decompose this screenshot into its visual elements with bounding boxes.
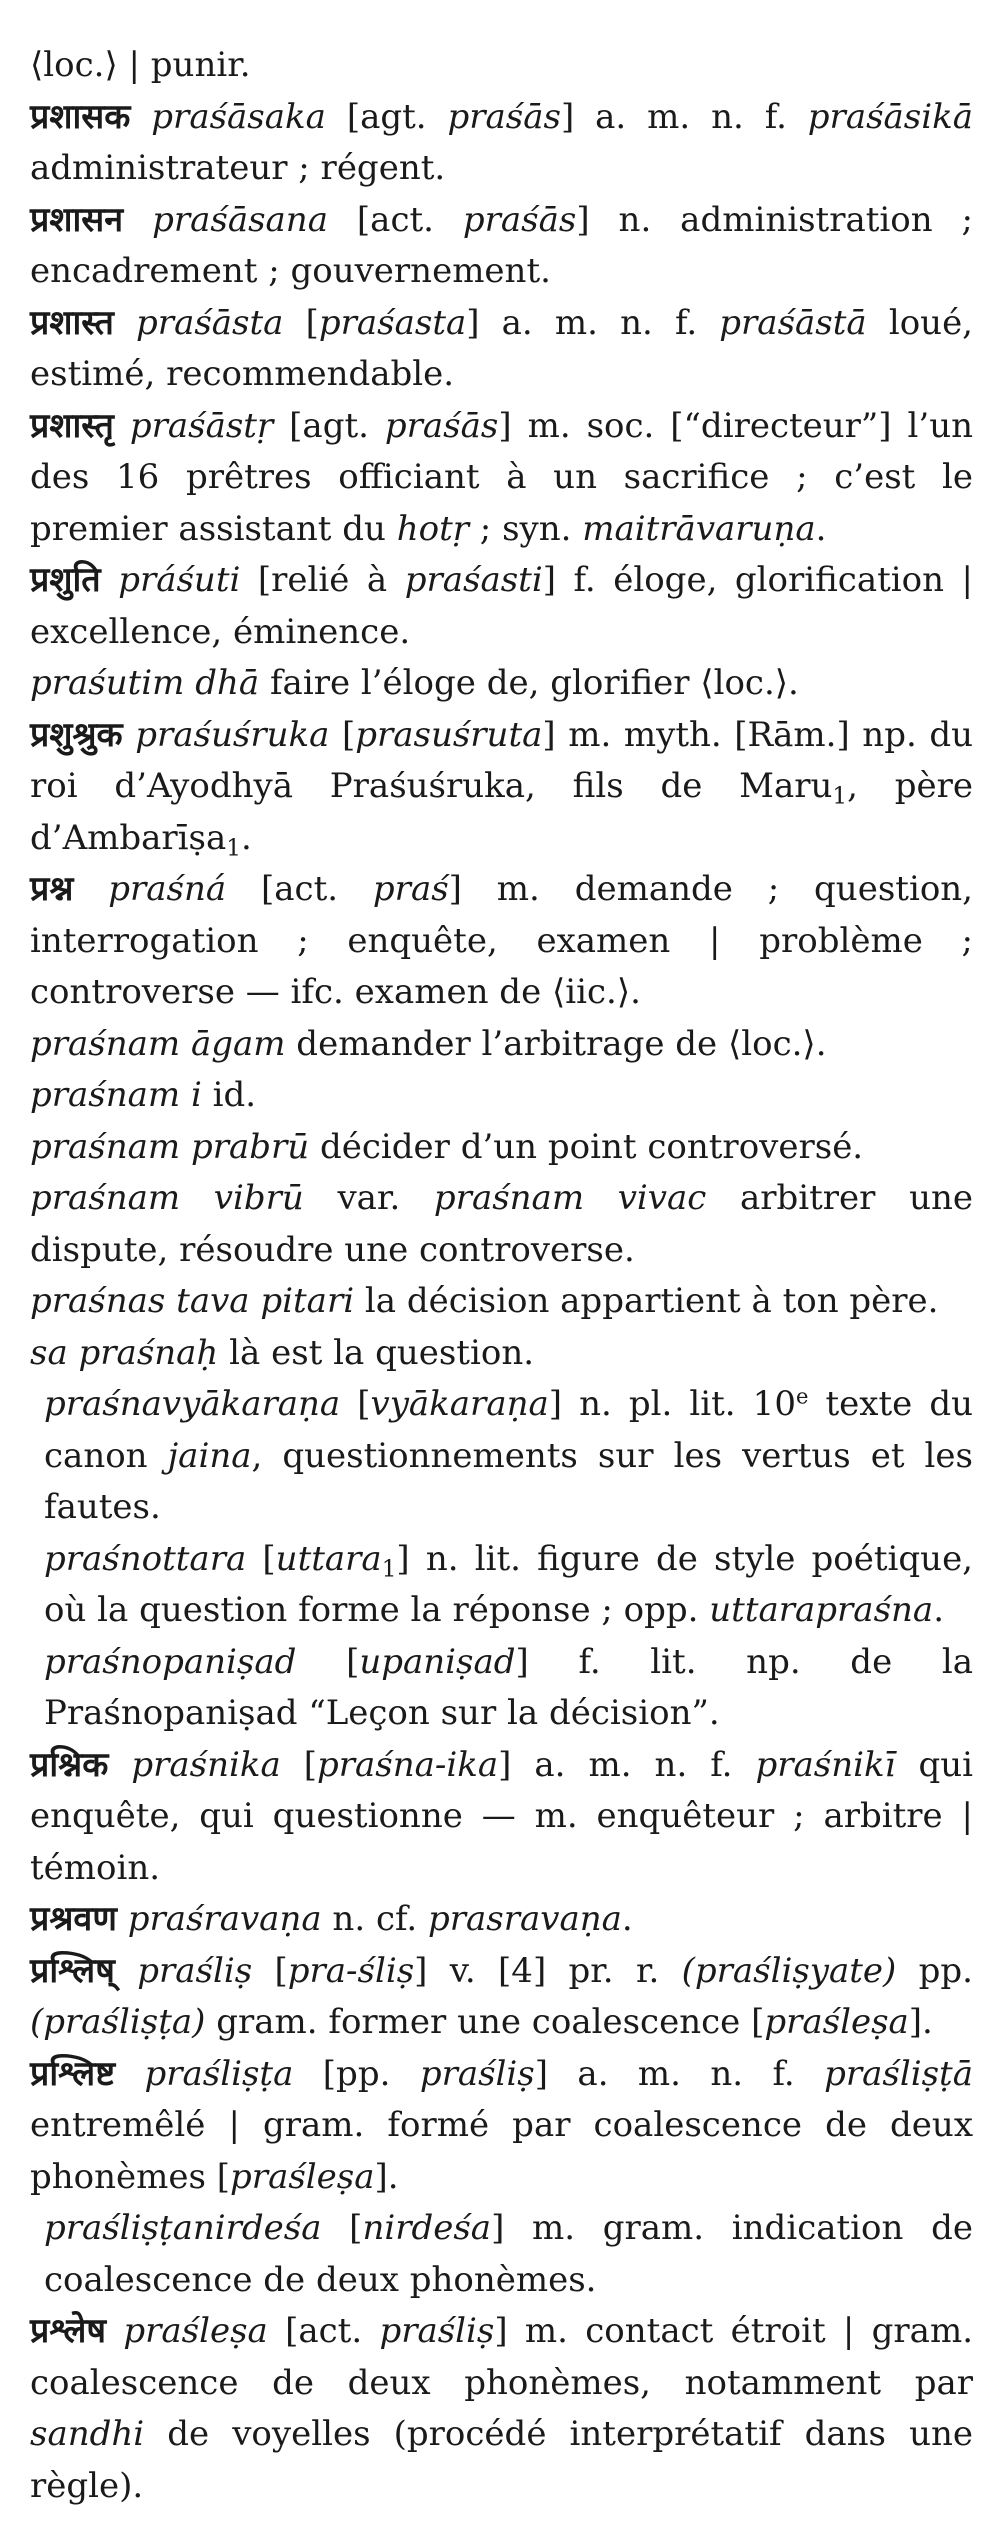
italic-term: prasuśruta xyxy=(355,714,543,755)
sub-entry xyxy=(30,1122,973,1174)
italic-term: jaina xyxy=(167,1435,252,1476)
italic-term: praśravaṇa xyxy=(127,1899,322,1939)
definition-text xyxy=(117,1899,128,1939)
italic-term: hotṛ xyxy=(396,508,469,549)
italic-term: praśliṣ xyxy=(137,1950,253,1991)
definition-text: demander l’arbitrage de ⟨loc.⟩. xyxy=(285,1023,827,1064)
definition-text: ] n. administration ; encadrement ; gouvernement. xyxy=(30,199,974,291)
definition-text: ] v. [4] pr. r. xyxy=(414,1950,682,1991)
definition-text: gram. former une coalescence [ xyxy=(205,2002,765,2042)
definition-text: administrateur ; régent. xyxy=(30,148,446,188)
italic-term: prasravaṇa xyxy=(427,1899,622,1939)
headword-devanagari: प्रशासक xyxy=(30,96,131,137)
dictionary-entry xyxy=(30,710,973,865)
sub-entry xyxy=(30,1173,973,1276)
definition-text: ] a. m. n. f. xyxy=(498,1744,756,1785)
definition-text: ] n. pl. lit. 10 xyxy=(548,1384,796,1424)
headword-devanagari: प्रशुश्रुक xyxy=(30,714,123,755)
italic-term: praśasta xyxy=(318,302,467,343)
sub-entry xyxy=(30,1534,973,1637)
italic-term: praśās xyxy=(447,96,561,137)
headword-devanagari: प्रश्रवण xyxy=(30,1899,117,1939)
headword-devanagari: प्रश्लेष xyxy=(30,2311,107,2351)
definition-text xyxy=(114,303,136,343)
headword-devanagari: प्रशास्तृ xyxy=(30,405,114,446)
headword-devanagari: प्रशुति xyxy=(30,560,101,600)
definition-text: ]. xyxy=(374,2156,399,2197)
italic-term: praśāsaka xyxy=(151,96,326,137)
definition-text: loué, estimé, recommendable. xyxy=(30,302,973,394)
definition-text: la décision appartient à ton père. xyxy=(354,1281,939,1321)
definition-text: id. xyxy=(201,1075,257,1115)
italic-term: praśliṣṭā xyxy=(824,2053,973,2094)
definition-text xyxy=(114,406,130,446)
italic-term: praśāstā xyxy=(719,302,867,343)
italic-term: praśliṣ xyxy=(419,2053,535,2094)
definition-text: entremêlé | gram. formé par coalescence de deux phonèmes [ xyxy=(30,2105,973,2197)
headword-devanagari: प्रश्निक xyxy=(30,1744,109,1785)
sub-entry xyxy=(30,1637,973,1740)
headword-devanagari: प्रश्लिष्ट xyxy=(30,2053,116,2094)
italic-term: praśleṣa xyxy=(764,2002,909,2042)
subscript-index: 1 xyxy=(832,783,848,810)
definition-text: [act. xyxy=(226,869,373,909)
italic-term: praśāsana xyxy=(152,199,328,240)
dictionary-entry xyxy=(30,1740,973,1895)
definition-text: , père d’Ambarīṣa xyxy=(30,766,973,858)
dictionary-entry xyxy=(30,1894,973,1946)
definition-text xyxy=(115,2054,144,2094)
definition-text xyxy=(123,200,152,240)
definition-text: décider d’un point controversé. xyxy=(309,1126,864,1167)
sub-entry xyxy=(30,1070,973,1122)
italic-term: praśnam prabrū xyxy=(30,1126,310,1167)
definition-text: , questionnements sur les vertus et les fautes. xyxy=(44,1435,973,1527)
italic-term: praśnam i xyxy=(30,1075,202,1115)
italic-term: pra-śliṣ xyxy=(287,1950,415,1991)
dictionary-entry xyxy=(30,92,973,195)
definition-text: ]. xyxy=(908,2002,933,2042)
definition-text: [ xyxy=(296,1641,360,1682)
definition-text xyxy=(123,715,136,755)
definition-text: ] a. m. n. f. xyxy=(560,96,808,137)
headword-devanagari: प्रश्न xyxy=(30,869,74,909)
dictionary-entry xyxy=(30,864,973,1019)
italic-term: nirdeśa xyxy=(362,2208,492,2248)
italic-term: praśnottara xyxy=(44,1538,247,1579)
definition-text: ] n. lit. figure de style poétique, où la question forme la réponse ; opp. xyxy=(44,1538,973,1630)
definition-text: ] m. demande ; question, interrogation ; enquête, examen | problème ; controverse — ifc. examen de ⟨iic.⟩. xyxy=(30,869,973,1012)
superscript-mark: e xyxy=(795,1383,809,1409)
italic-term: praśna-ika xyxy=(317,1744,499,1785)
definition-text xyxy=(73,869,108,909)
definition-text: arbitrer une dispute, résoudre une controverse. xyxy=(30,1178,974,1270)
definition-text: ] a. m. n. f. xyxy=(466,302,720,343)
italic-term: praśās xyxy=(462,199,577,240)
definition-text: ] m. gram. indication de coalescence de deux phonèmes. xyxy=(44,2208,973,2300)
definition-text: ] f. éloge, glorification | excellence, éminence. xyxy=(30,560,974,652)
italic-term: praśleṣa xyxy=(123,2311,268,2351)
italic-term: praśnas tava pitari xyxy=(30,1281,355,1321)
definition-text: [ xyxy=(340,1384,371,1424)
subscript-index: 1 xyxy=(381,1555,397,1582)
definition-text: . xyxy=(240,817,252,858)
italic-term: praśās xyxy=(384,405,499,446)
italic-term: praśnopaniṣad xyxy=(44,1641,297,1682)
headword-devanagari: प्रशासन xyxy=(30,199,124,240)
italic-term: (praśliṣṭa) xyxy=(30,2002,206,2042)
definition-text: [relié à xyxy=(240,560,405,600)
definition-text: ] m. contact étroit | gram. coalescence de deux phonèmes, notamment par xyxy=(30,2311,974,2403)
definition-text: de voyelles (procédé interprétatif dans une règle). xyxy=(30,2414,973,2506)
italic-term: praśutim dhā xyxy=(30,663,260,703)
definition-text: ; syn. xyxy=(469,508,583,549)
definition-text: var. xyxy=(303,1178,434,1218)
italic-term: praśleṣa xyxy=(230,2156,375,2197)
definition-text: . xyxy=(933,1590,944,1630)
definition-text: [ xyxy=(246,1538,276,1579)
italic-term: praśnavyākaraṇa xyxy=(44,1384,341,1424)
definition-text xyxy=(108,1745,131,1785)
italic-term: praśnam āgam xyxy=(30,1023,286,1064)
definition-text: [ xyxy=(321,2208,363,2248)
dictionary-entry xyxy=(30,1946,973,2049)
definition-text: ] f. lit. np. de la Praśnopaniṣad “Leçon sur la décision”. xyxy=(44,1641,974,1733)
dictionary-entry xyxy=(30,555,973,658)
sub-entry xyxy=(30,2203,973,2306)
italic-term: praśliṣṭa xyxy=(144,2053,294,2094)
sub-entry xyxy=(30,1019,973,1071)
definition-text: . xyxy=(815,508,827,549)
italic-term: praśāsikā xyxy=(807,96,973,137)
italic-term: praśliṣṭanirdeśa xyxy=(44,2208,322,2248)
dictionary-entry xyxy=(30,401,973,556)
subscript-index: 1 xyxy=(226,834,241,861)
definition-text: [act. xyxy=(327,199,463,240)
definition-text: ] a. m. n. f. xyxy=(534,2053,825,2094)
italic-term: praśnikī xyxy=(755,1744,896,1785)
italic-term: (praśliṣyate) xyxy=(681,1950,897,1991)
dictionary-entry xyxy=(30,195,973,298)
definition-text: [ xyxy=(280,1744,317,1785)
italic-term: práśuti xyxy=(118,560,241,600)
italic-term: maitrāvaruṇa xyxy=(582,508,816,549)
definition-text xyxy=(130,97,151,137)
dictionary-entry xyxy=(30,40,973,92)
definition-text: n. cf. xyxy=(321,1899,428,1939)
sub-entry xyxy=(30,1328,973,1380)
definition-text: ] m. soc. [“directeur”] l’un des 16 prêtres officiant à un sacrifice ; c’est le premier assistant du xyxy=(30,405,973,549)
italic-term: vyākaraṇa xyxy=(370,1384,549,1424)
italic-term: sandhi xyxy=(30,2414,145,2454)
definition-text: qui enquête, qui questionne — m. enquêteur ; arbitre | témoin. xyxy=(30,1744,973,1888)
definition-text: [pp. xyxy=(293,2053,420,2094)
sub-entry xyxy=(30,658,973,710)
definition-text xyxy=(101,560,119,600)
definition-text: [ xyxy=(329,714,356,755)
italic-term: uttara xyxy=(275,1538,382,1579)
definition-text: [agt. xyxy=(325,96,448,137)
definition-text: pp. xyxy=(896,1950,973,1991)
definition-text: . xyxy=(621,1899,633,1939)
italic-term: upaniṣad xyxy=(359,1641,516,1682)
dictionary-entry xyxy=(30,2306,973,2512)
definition-text: [ xyxy=(283,302,319,343)
italic-term: praśāsta xyxy=(136,302,284,343)
italic-term: praśliṣ xyxy=(379,2311,495,2351)
definition-text xyxy=(115,1951,137,1991)
italic-term: praśnam vibrū xyxy=(30,1178,304,1218)
definition-text: ] m. myth. [Rām.] np. du roi d’Ayodhyā Praśuśruka, fils de Maru xyxy=(30,714,974,806)
sub-entry xyxy=(30,1379,973,1534)
definition-text: faire l’éloge de, glorifier ⟨loc.⟩. xyxy=(259,663,799,703)
definition-text: là est la question. xyxy=(218,1332,535,1373)
italic-term: praś xyxy=(372,869,449,909)
italic-term: praśasti xyxy=(404,560,543,600)
dictionary-entry xyxy=(30,2049,973,2204)
sub-entry xyxy=(30,1276,973,1328)
italic-term: praśná xyxy=(108,869,227,909)
headword-devanagari: प्रश्लिष् xyxy=(30,1950,115,1991)
headword-devanagari: प्रशास्त xyxy=(30,302,114,343)
italic-term: praśāstṛ xyxy=(129,405,274,446)
italic-term: uttarapraśna xyxy=(709,1590,934,1630)
italic-term: praśuśruka xyxy=(135,714,330,755)
definition-text: [act. xyxy=(267,2311,380,2351)
dictionary-entry xyxy=(30,298,973,401)
definition-text: texte du canon xyxy=(44,1384,973,1476)
italic-term: sa praśnaḥ xyxy=(30,1332,219,1373)
definition-text: [agt. xyxy=(273,405,385,446)
definition-text xyxy=(106,2311,123,2351)
italic-term: praśnam vivac xyxy=(433,1178,707,1218)
definition-text: ⟨loc.⟩ | punir. xyxy=(30,45,251,85)
definition-text: [ xyxy=(252,1950,288,1991)
italic-term: praśnika xyxy=(131,1744,281,1785)
